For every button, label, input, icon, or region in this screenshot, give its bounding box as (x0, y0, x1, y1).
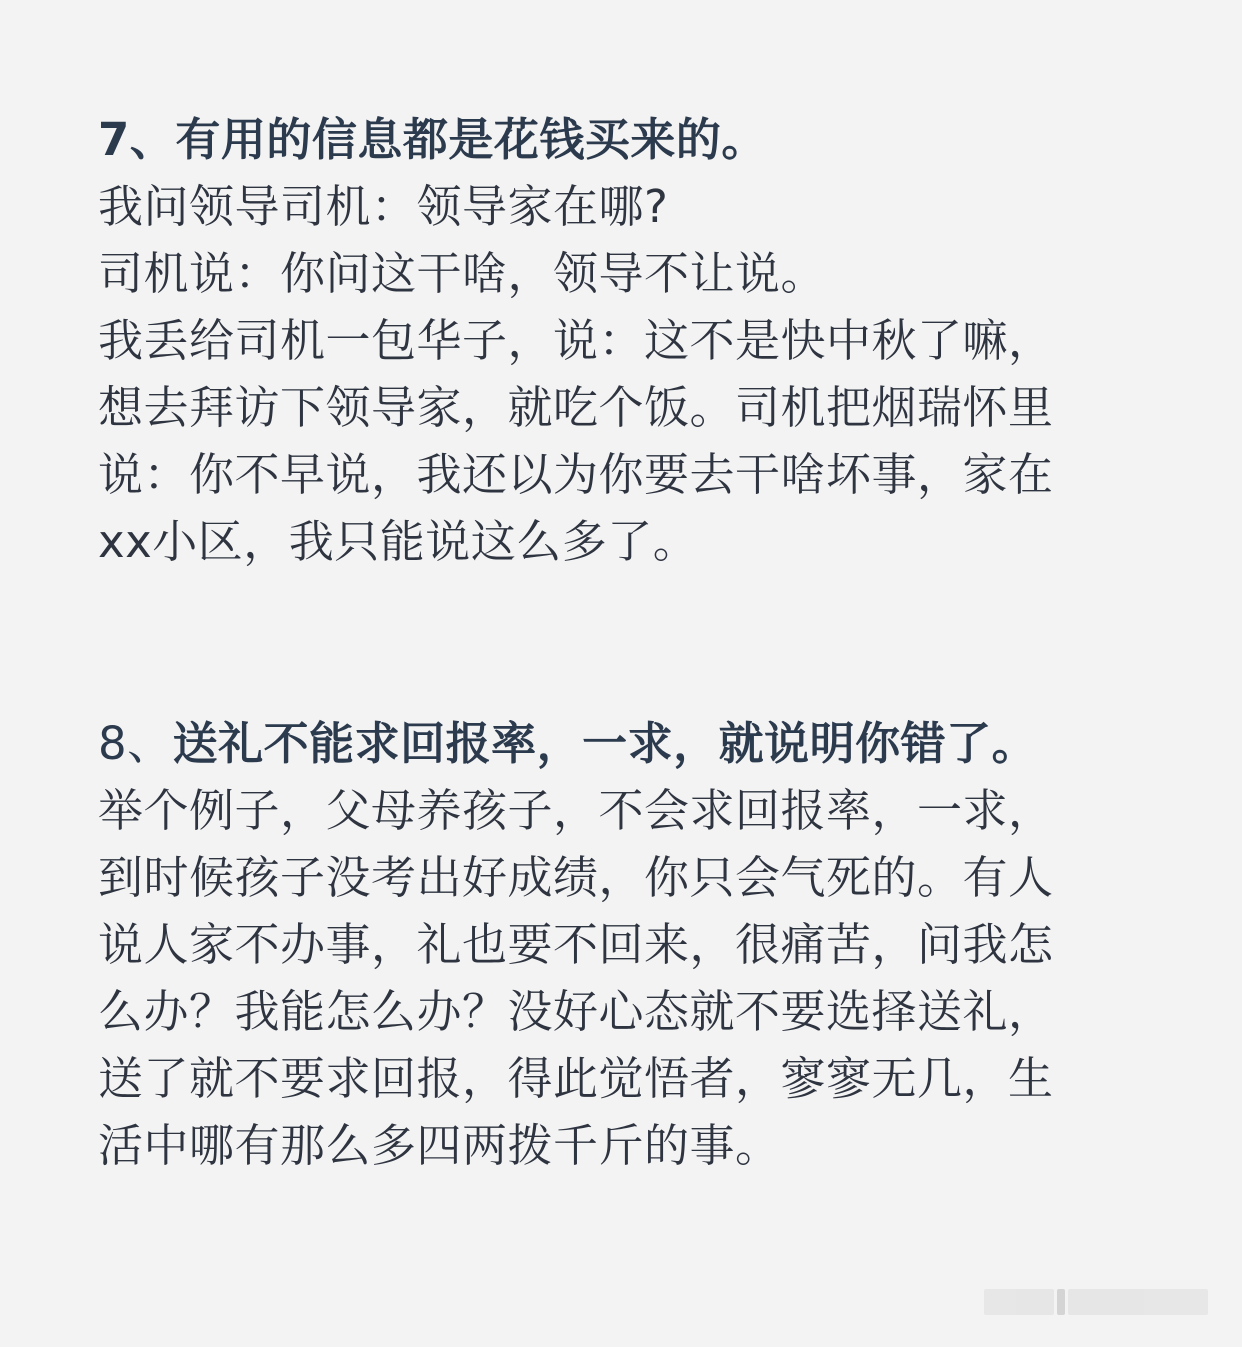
heading-text: 有用的信息都是花钱买来的。 (175, 113, 767, 166)
paragraph-line: 我问领导司机：领导家在哪? (98, 180, 669, 233)
paragraph-line: 说：你不早说，我还以为你要去干啥坏事，家在 (98, 448, 1054, 501)
paragraph-line: 想去拜访下领导家，就吃个饭。司机把烟瑞怀里 (98, 381, 1054, 434)
paragraph-line: 我丢给司机一包华子，说：这不是快中秋了嘛， (98, 314, 1054, 367)
heading-number: 8、 (98, 717, 173, 770)
paragraph-line: 举个例子，父母养孩子，不会求回报率，一求， (98, 784, 1054, 837)
watermark (984, 1285, 1214, 1319)
section-7 (98, 106, 1118, 575)
heading-text: 送礼不能求回报率，一求，就说明你错了。 (172, 717, 1038, 770)
paragraph-line: 司机说：你问这干啥，领导不让说。 (98, 247, 827, 300)
watermark-bar (984, 1289, 1054, 1315)
section-heading (98, 710, 1118, 777)
paragraph-line: 说人家不办事，礼也要不回来，很痛苦，问我怎 (98, 918, 1054, 971)
section-8 (98, 710, 1118, 1179)
watermark-bar (1068, 1289, 1208, 1315)
paragraph-line: 送了就不要求回报，得此觉悟者，寥寥无几，生 (98, 1052, 1054, 1105)
paragraph-line: 活中哪有那么多四两拨千斤的事。 (98, 1119, 781, 1172)
paragraph-line: xx小区，我只能说这么多了。 (98, 515, 699, 568)
heading-number: 7、 (98, 113, 176, 166)
section-heading (98, 106, 1118, 173)
watermark-bar (1057, 1289, 1065, 1315)
paragraph-line: 么办？我能怎么办？没好心态就不要选择送礼， (98, 985, 1054, 1038)
paragraph-line: 到时候孩子没考出好成绩，你只会气死的。有人 (98, 851, 1054, 904)
